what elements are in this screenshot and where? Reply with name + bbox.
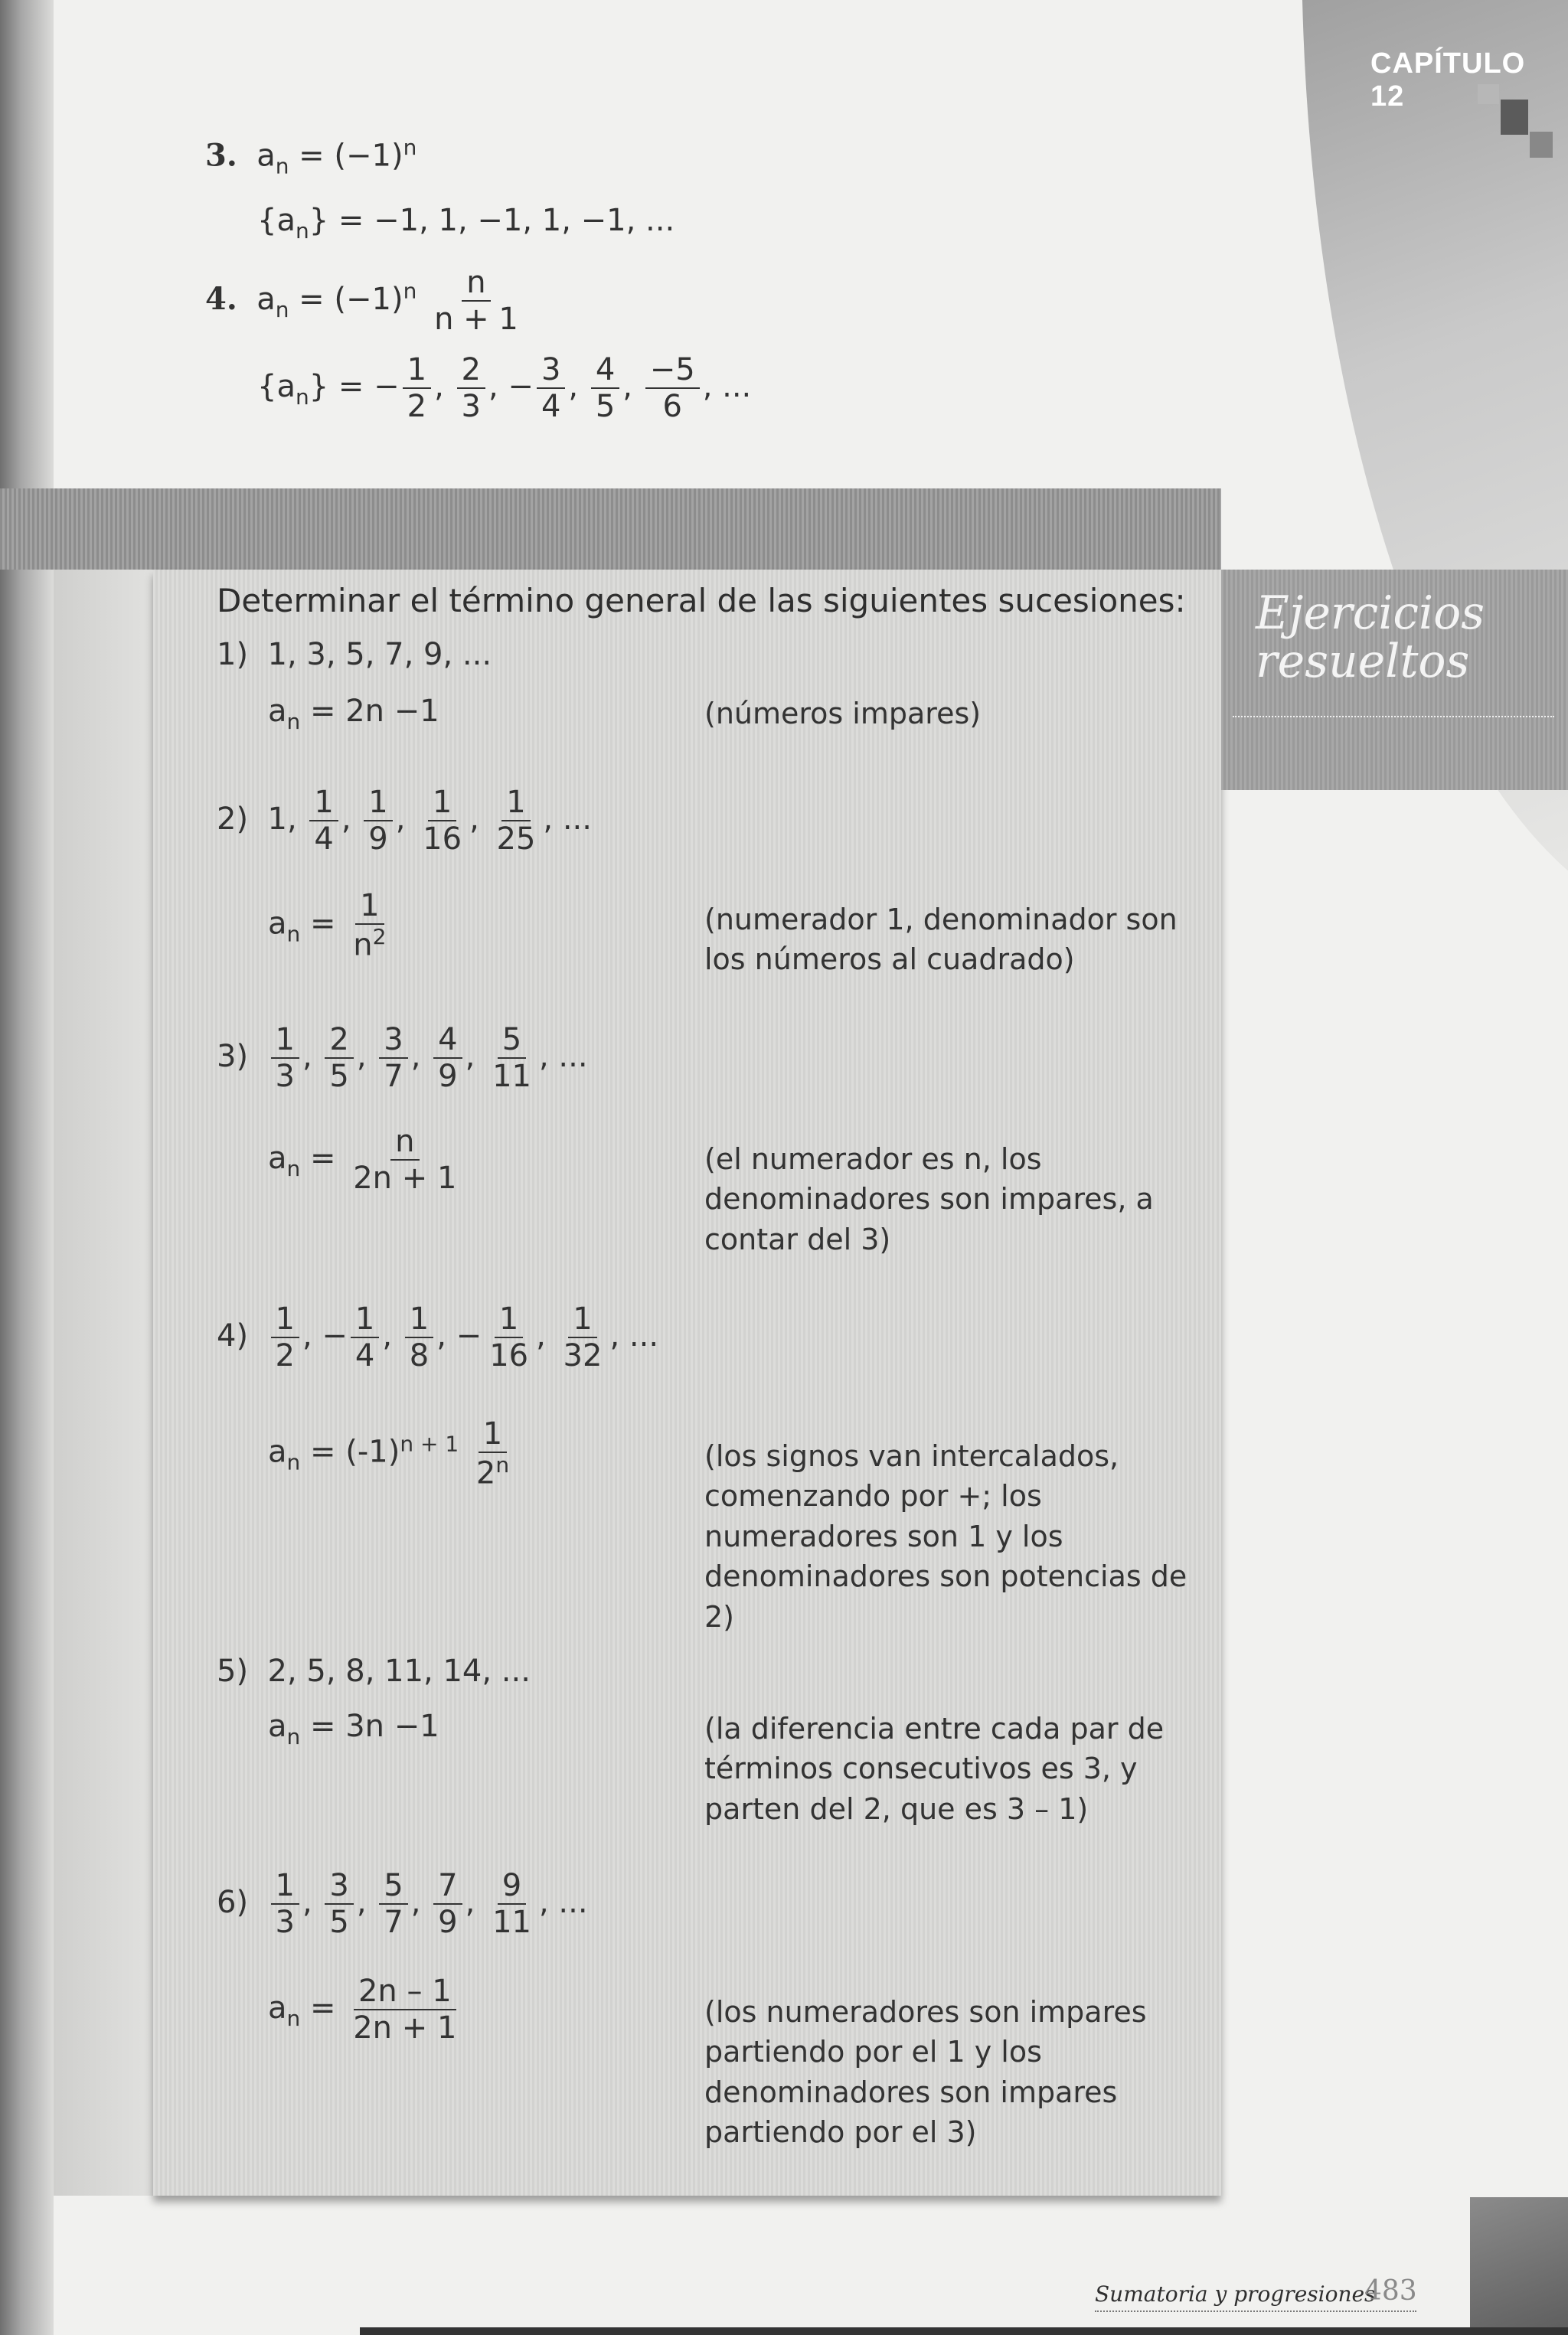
exercise-label: 6) — [217, 1885, 249, 1920]
exercise-2-note: (numerador 1, denominador son los números al cuadrado) — [704, 903, 1178, 977]
chapter-label: CAPÍTULO 12 — [1370, 47, 1526, 113]
exercise-3-sequence: 3) $\frac{1}{3}$ , $\frac{2}{5}$ , $\frac{3}{7}$ , $\frac{4}{9}$ , $\frac{5}{11}$ , ... — [217, 1022, 588, 1094]
exercise-1-sequence: 1) 1, 3, 5, 7, 9, ... — [217, 637, 492, 672]
book-spine-shadow — [0, 0, 54, 2335]
decorative-square — [1530, 132, 1553, 158]
solved-exercises-label: Ejercicios resueltos — [1256, 586, 1485, 688]
exercise-5-sequence: 5) 2, 5, 8, 11, 14, ... — [217, 1654, 531, 1689]
tag-divider — [1233, 716, 1554, 719]
exercise-2-answer: $a_n$ = $\frac{1}{n^2}$ — [268, 888, 387, 963]
example-number: 4. — [205, 281, 237, 317]
exercise-box-header-bar — [0, 488, 1221, 570]
example-3-sequence: $\{a_n\} = -1$, 1, −1, 1, −1, ... — [257, 203, 675, 243]
page-shade — [54, 570, 153, 2196]
exercise-6-note: (los numeradores son impares partiendo por el 1 y los denominadores son impares partiendo por el 3) — [704, 1995, 1147, 2150]
exercise-label: 5) — [217, 1654, 249, 1689]
exercise-label: 3) — [217, 1039, 249, 1074]
exercise-3-note: (el numerador es n, los denominadores son impares, a contar del 3) — [704, 1142, 1154, 1256]
exercise-1-answer: $a_n = 2n -1$ — [268, 694, 439, 734]
section-title: Sumatoria y progresiones — [1095, 2281, 1376, 2307]
example-4-sequence: $\{a_n\}$ = − $\frac{1}{2}$ , $\frac{2}{3}$ , − $\frac{3}{4}$ , $\frac{4}{5}$ , $\frac{-5}{6}$ , ... — [257, 352, 752, 424]
exercise-6-answer: $a_n$ = $\frac{2n - 1}{2n + 1}$ — [268, 1974, 457, 2046]
footer-divider — [1095, 2311, 1416, 2312]
exercise-4-answer: $a_n = (-1)^{n + 1}$ $\frac{1}{2^n}$ — [268, 1416, 510, 1491]
exercise-1-note: (números impares) — [704, 697, 982, 730]
exercise-5-answer: $a_n = 3n -1$ — [268, 1709, 439, 1749]
exercise-2-sequence: 2) 1, $\frac{1}{4}$ , $\frac{1}{9}$ , $\frac{1}{16}$ , $\frac{1}{25}$ , ... — [217, 785, 592, 857]
page-corner-tab — [1470, 2197, 1568, 2335]
page-number: 483 — [1364, 2275, 1417, 2307]
page-bottom-shadow — [360, 2327, 1568, 2335]
exercise-4-note: (los signos van intercalados, comenzando por +; los numeradores son 1 y los denominadores son potencias de 2) — [704, 1439, 1187, 1634]
decorative-square — [1501, 100, 1528, 135]
exercise-3-answer: $a_n$ = $\frac{n}{2n + 1}$ — [268, 1124, 457, 1196]
exercise-label: 1) — [217, 637, 249, 672]
example-4-formula: 4. $a_n = (-1)^n$ $\frac{n}{n + 1}$ — [205, 265, 526, 337]
example-3-formula: 3. $a_n = (-1)^n$ — [205, 135, 417, 179]
exercise-label: 4) — [217, 1318, 249, 1354]
exercise-prompt: Determinar el término general de las siguientes sucesiones: — [217, 582, 1186, 619]
exercise-6-sequence: 6) $\frac{1}{3}$ , $\frac{3}{5}$ , $\frac{5}{7}$ , $\frac{7}{9}$ , $\frac{9}{11}$ , ... — [217, 1868, 588, 1940]
example-number: 3. — [205, 137, 237, 174]
exercise-5-note: (la diferencia entre cada par de términos consecutivos es 3, y parten del 2, que es 3 – 1) — [704, 1712, 1165, 1826]
exercise-label: 2) — [217, 802, 249, 837]
decorative-square — [1478, 84, 1499, 104]
exercise-4-sequence: 4) $\frac{1}{2}$ , − $\frac{1}{4}$ , $\frac{1}{8}$ , − $\frac{1}{16}$ , $\frac{1}{32}$ , ... — [217, 1301, 659, 1373]
fraction: $\frac{n}{n + 1}$ — [434, 265, 518, 337]
